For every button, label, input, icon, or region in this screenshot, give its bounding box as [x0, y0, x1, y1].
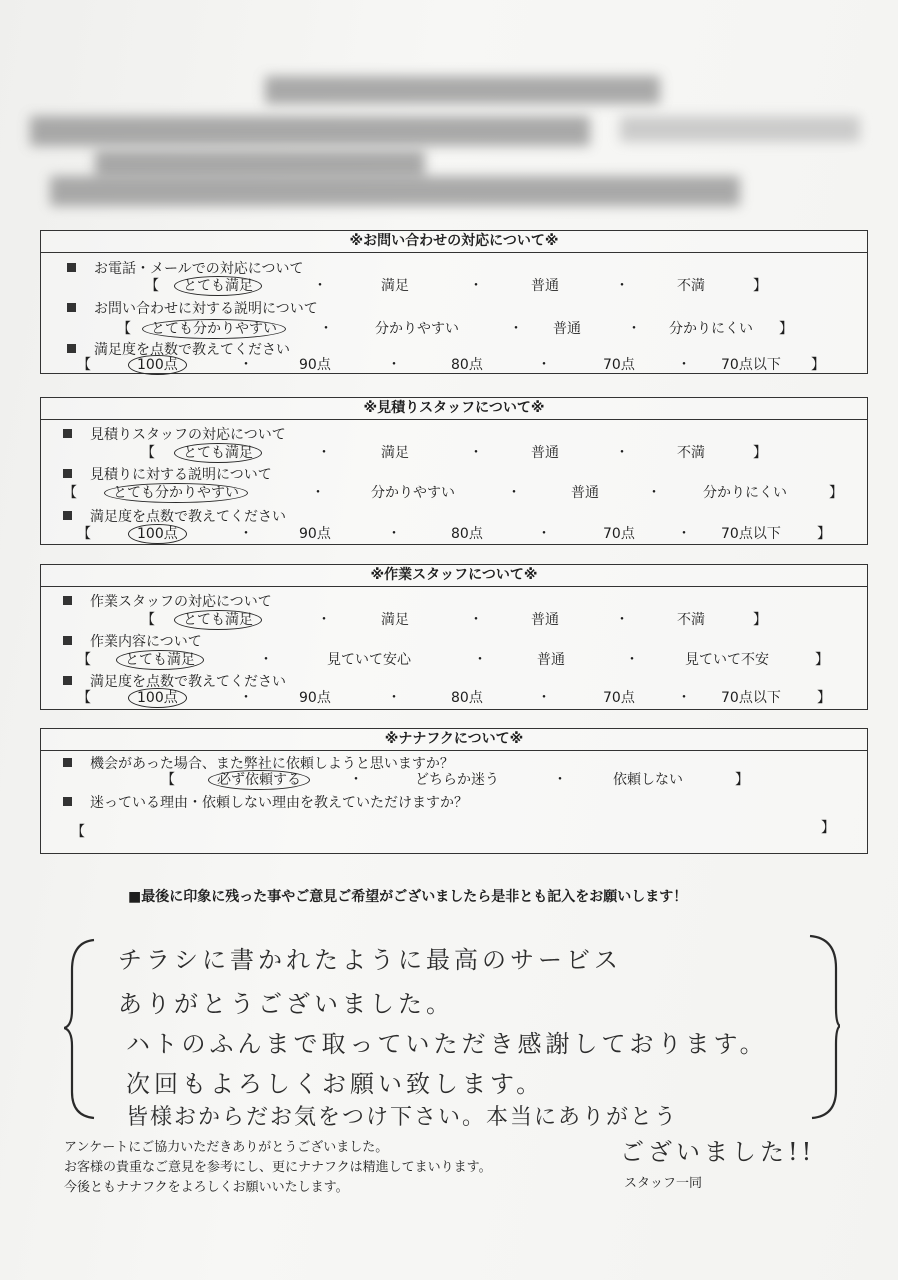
reason-field-close: 】 — [821, 820, 835, 836]
section-title: ※見積りスタッフについて※ — [41, 398, 867, 420]
square-bullet-icon — [63, 511, 72, 520]
comment-prompt: ■最後に印象に残った事やご意見ご希望がございましたら是非とも記入をお願いします！ — [128, 889, 688, 905]
option-selected: とても分かりやすい — [151, 318, 286, 338]
question-work-staff: 作業スタッフの対応について — [63, 591, 272, 611]
option-selected: とても満足 — [125, 649, 204, 669]
handwritten-line-2: ありがとうございました。 — [118, 990, 454, 1018]
handwritten-line-1: チラシに書かれたように最高のサービス — [118, 946, 622, 974]
square-bullet-icon — [67, 263, 76, 272]
reason-field-open: 【 — [71, 824, 85, 840]
square-bullet-icon — [63, 676, 72, 685]
question-score: 満足度を点数で教えてください — [63, 506, 286, 526]
option-selected: とても満足 — [183, 275, 262, 295]
question-score: 満足度を点数で教えてください — [67, 339, 290, 359]
section-title: ※作業スタッフについて※ — [41, 565, 867, 587]
option-selected: とても分かりやすい — [113, 482, 248, 502]
footer-line-1: アンケートにご協力いただきありがとうございました。 — [64, 1140, 389, 1155]
square-bullet-icon — [63, 636, 72, 645]
square-bullet-icon — [63, 596, 72, 605]
option-selected: 必ず依頼する — [217, 769, 310, 789]
question-phone-mail: お電話・メールでの対応について — [67, 258, 303, 278]
square-bullet-icon — [63, 429, 72, 438]
option-selected: とても満足 — [183, 442, 262, 462]
square-bullet-icon — [63, 758, 72, 767]
option-selected: 100点 — [137, 687, 187, 707]
section-estimate-staff: ※見積りスタッフについて※ 見積りスタッフの対応について 【 とても満足 ・ 満足 ・ 普通 ・ 不満 】 見積りに対する説明について 【 とても分かりやすい ・ 分かりやすい ・ 普通 ・ 分かりにくい 】 満足度を点数で教えてください 【 100点 ・ 90点 ・ 80点 ・ 70点 ・ 70点以下 】 — [40, 397, 868, 545]
section-title: ※お問い合わせの対応について※ — [41, 231, 867, 253]
square-bullet-icon — [67, 303, 76, 312]
handwritten-line-6: ございました!! — [620, 1138, 816, 1166]
square-bullet-icon — [67, 344, 76, 353]
option-selected: とても満足 — [183, 609, 262, 629]
question-reason: 迷っている理由・依頼しない理由を教えていただけますか？ — [63, 792, 468, 812]
section-nanafuku: ※ナナフクについて※ 機会があった場合、また弊社に依頼しようと思いますか？ 【 必ず依頼する ・ どちらか迷う ・ 依頼しない 】 迷っている理由・依頼しない理由を教えていただけますか？ 【 】 — [40, 728, 868, 854]
footer-sign: スタッフ一同 — [624, 1176, 703, 1191]
section-title: ※ナナフクについて※ — [41, 729, 867, 751]
footer-line-2: お客様の貴重なご意見を参考にし、更にナナフクは精進してまいります。 — [64, 1160, 492, 1175]
footer-line-3: 今後ともナナフクをよろしくお願いいたします。 — [64, 1180, 349, 1195]
handwritten-line-3: ハトのふんまで取っていただき感謝しております。 — [126, 1030, 768, 1058]
option-selected: 100点 — [137, 523, 187, 543]
question-inquiry-explanation: お問い合わせに対する説明について — [67, 298, 318, 318]
square-bullet-icon — [63, 797, 72, 806]
handwritten-line-4: 次回もよろしくお願い致します。 — [126, 1070, 545, 1098]
question-estimate-staff: 見積りスタッフの対応について — [63, 424, 286, 444]
question-reorder: 機会があった場合、また弊社に依頼しようと思いますか？ — [63, 753, 454, 773]
question-score: 満足度を点数で教えてください — [63, 671, 286, 691]
handwritten-line-5: 皆様おからだお気をつけ下さい。本当にありがとう — [126, 1105, 679, 1130]
section-work-staff: ※作業スタッフについて※ 作業スタッフの対応について 【 とても満足 ・ 満足 ・ 普通 ・ 不満 】 作業内容について 【 とても満足 ・ 見ていて安心 ・ 普通 ・ 見ていて不安 】 満足度を点数で教えてください 【 100点 ・ 90点 ・ 80点 ・ 70点 ・ 70点以下 】 — [40, 564, 868, 710]
section-inquiry: ※お問い合わせの対応について※ お電話・メールでの対応について 【 とても満足 ・ 満足 ・ 普通 ・ 不満 】 お問い合わせに対する説明について 【 とても分かりやすい ・ 分かりやすい ・ 普通 ・ 分かりにくい 】 満足度を点数で教えてください 【 100点 ・ 90点 ・ 80点 ・ 70点 ・ 70点以下 】 — [40, 230, 868, 374]
option-selected: 100点 — [137, 354, 187, 374]
question-estimate-explanation: 見積りに対する説明について — [63, 464, 272, 484]
square-bullet-icon — [63, 469, 72, 478]
question-work-content: 作業内容について — [63, 631, 202, 651]
